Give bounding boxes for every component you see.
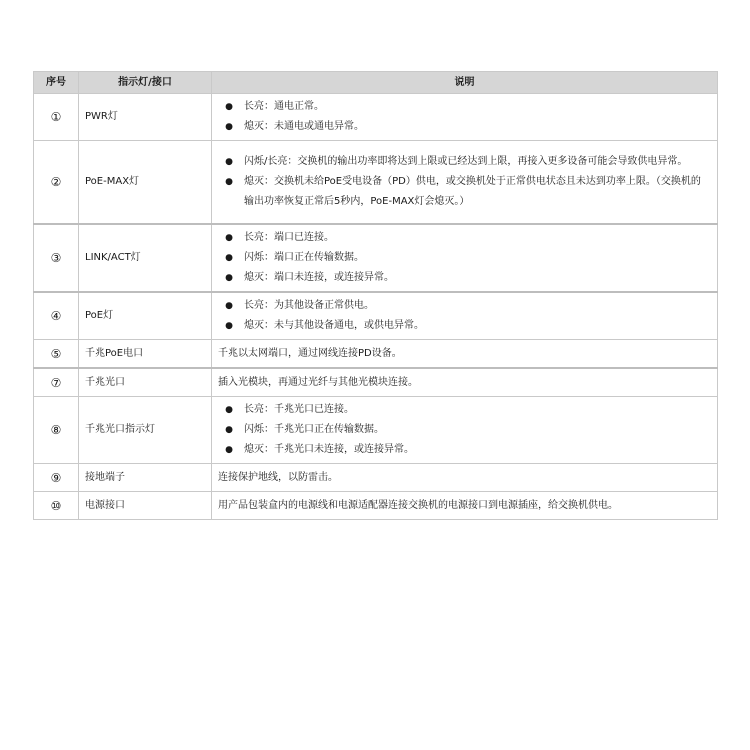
row-desc — [212, 141, 718, 225]
list-item — [220, 172, 709, 212]
header-desc: 说明 — [212, 72, 718, 94]
row-index: ⑧ — [34, 397, 79, 464]
list-item-text: 熄灭：千兆光口未连接，或连接异常。 — [244, 444, 414, 455]
row-name: 千兆光口 — [79, 368, 212, 397]
list-item-text: 闪烁/长亮：交换机的输出功率即将达到上限或已经达到上限，再接入更多设备可能会导致供电异常。 — [244, 156, 688, 167]
bullet-list — [220, 296, 709, 336]
table-row — [34, 464, 718, 492]
list-item — [220, 228, 709, 248]
row-index: ⑤ — [34, 340, 79, 369]
list-item — [220, 420, 709, 440]
indicator-port-table — [33, 71, 718, 520]
list-item-text: 闪烁：千兆光口正在传输数据。 — [244, 424, 384, 435]
list-item-text: 长亮：千兆光口已连接。 — [244, 404, 354, 415]
bullet-list — [220, 228, 709, 288]
bullet-icon: ● — [225, 425, 233, 435]
table-row — [34, 368, 718, 397]
list-item — [220, 97, 709, 117]
row-index: ① — [34, 94, 79, 141]
bullet-icon: ● — [225, 321, 233, 331]
list-item-text: 熄灭：端口未连接，或连接异常。 — [244, 272, 394, 283]
list-item-text: 熄灭：未与其他设备通电，或供电异常。 — [244, 320, 424, 331]
bullet-icon: ● — [225, 122, 233, 132]
table-header-row — [34, 72, 718, 94]
row-index: ④ — [34, 292, 79, 340]
row-name: PWR灯 — [79, 94, 212, 141]
row-desc — [212, 397, 718, 464]
list-item-text: 长亮：为其他设备正常供电。 — [244, 300, 374, 311]
list-item — [220, 268, 709, 288]
list-item — [220, 296, 709, 316]
bullet-icon: ● — [225, 233, 233, 243]
table-row — [34, 292, 718, 340]
list-item — [220, 440, 709, 460]
list-item-text: 闪烁：端口正在传输数据。 — [244, 252, 364, 263]
row-desc — [212, 292, 718, 340]
list-item — [220, 248, 709, 268]
table-row — [34, 141, 718, 225]
list-item — [220, 152, 709, 172]
list-item — [220, 117, 709, 137]
table-row — [34, 492, 718, 520]
row-desc: 用产品包装盒内的电源线和电源适配器连接交换机的电源接口到电源插座，给交换机供电。 — [212, 492, 718, 520]
row-index: ③ — [34, 224, 79, 292]
bullet-icon: ● — [225, 177, 233, 187]
row-desc: 连接保护地线，以防雷击。 — [212, 464, 718, 492]
table-row — [34, 94, 718, 141]
row-desc: 插入光模块，再通过光纤与其他光模块连接。 — [212, 368, 718, 397]
header-name: 指示灯/接口 — [79, 72, 212, 94]
row-desc — [212, 94, 718, 141]
row-name: 千兆光口指示灯 — [79, 397, 212, 464]
row-name: PoE灯 — [79, 292, 212, 340]
table-row — [34, 224, 718, 292]
bullet-icon: ● — [225, 253, 233, 263]
bullet-list — [220, 152, 709, 212]
bullet-icon: ● — [225, 405, 233, 415]
bullet-icon: ● — [225, 157, 233, 167]
row-name: 接地端子 — [79, 464, 212, 492]
list-item-text: 长亮：通电正常。 — [244, 101, 324, 112]
bullet-icon: ● — [225, 301, 233, 311]
bullet-list — [220, 97, 709, 137]
bullet-icon: ● — [225, 102, 233, 112]
row-index: ⑦ — [34, 368, 79, 397]
row-index: ⑨ — [34, 464, 79, 492]
bullet-icon: ● — [225, 273, 233, 283]
bullet-icon: ● — [225, 445, 233, 455]
list-item-text: 长亮：端口已连接。 — [244, 232, 334, 243]
row-name: LINK/ACT灯 — [79, 224, 212, 292]
header-index: 序号 — [34, 72, 79, 94]
bullet-list — [220, 400, 709, 460]
list-item — [220, 316, 709, 336]
indicator-table-container — [33, 71, 717, 520]
row-index: ⑩ — [34, 492, 79, 520]
row-name: 千兆PoE电口 — [79, 340, 212, 369]
row-desc: 千兆以太网端口，通过网线连接PD设备。 — [212, 340, 718, 369]
row-desc — [212, 224, 718, 292]
list-item-text: 熄灭：未通电或通电异常。 — [244, 121, 364, 132]
list-item — [220, 400, 709, 420]
list-item-text: 熄灭：交换机未给PoE受电设备（PD）供电，或交换机处于正常供电状态且未达到功率上限。（交换机的输出功率恢复正常后5秒内，PoE-MAX灯会熄灭。） — [244, 176, 701, 207]
row-index: ② — [34, 141, 79, 225]
row-name: 电源接口 — [79, 492, 212, 520]
table-row — [34, 340, 718, 369]
table-row — [34, 397, 718, 464]
row-name: PoE-MAX灯 — [79, 141, 212, 225]
